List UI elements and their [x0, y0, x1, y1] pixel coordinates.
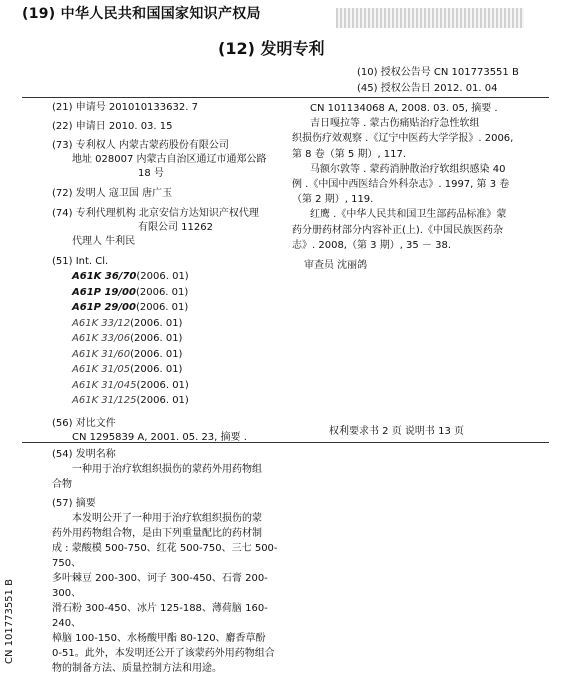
- agency-line-2: 有限公司 11262: [138, 222, 213, 233]
- abstract-label: (57) 摘要: [52, 498, 96, 509]
- document-type: (12) 发明专利: [218, 39, 325, 58]
- citation-line: CN 101134068 A, 2008. 03. 05, 摘要 .: [310, 103, 498, 114]
- office-logo-strip: [336, 8, 524, 28]
- patentee: (73) 专利权人 内蒙古蒙药股份有限公司: [52, 140, 229, 151]
- address-line-1: 地址 028007 内蒙古自治区通辽市通郑公路: [72, 154, 267, 165]
- citation-line: 药分册药材部分内容补正(上).《中国民族医药杂: [292, 224, 503, 236]
- int-cl-label: (51) Int. Cl.: [52, 256, 109, 267]
- right-column: [292, 101, 513, 273]
- publication-number: (10) 授权公告号 CN 101773551 B: [357, 67, 519, 78]
- citation-line: 吉日嘎拉等 . 蒙古伤痛贴治疗急性软组: [310, 118, 480, 130]
- invention-title-line-1: 一种用于治疗软组织损伤的蒙药外用药物组: [72, 464, 262, 475]
- abstract-line: 樟脑 100-150、水杨酸甲酯 80-120、麝香草酚: [52, 633, 266, 644]
- citation-line: 马额尔敦等 . 蒙药消肿散治疗软组织感染 40: [310, 163, 506, 175]
- bottom-section: [52, 447, 284, 676]
- publication-date: (45) 授权公告日 2012. 01. 04: [357, 83, 498, 94]
- inventors: (72) 发明人 寇卫国 唐广玉: [52, 188, 173, 199]
- ipc-item: A61K 33/06(2006. 01): [72, 333, 183, 344]
- title-label: (54) 发明名称: [52, 449, 116, 460]
- citation-line: 例 .《中国中西医结合外科杂志》. 1997, 第 3 卷: [292, 179, 510, 191]
- citation-line: （第 2 期）, 119.: [292, 194, 374, 206]
- page-counts: 权利要求书 2 页 说明书 13 页: [329, 426, 464, 437]
- abstract-line: 滑石粉 300-450、冰片 125-188、薄荷脑 160-240、: [52, 603, 268, 629]
- left-column: [52, 101, 267, 445]
- ipc-item: A61K 31/60(2006. 01): [72, 348, 183, 360]
- ipc-item: A61P 29/00(2006. 01): [72, 302, 189, 313]
- abstract-line: 多叶棘豆 200-300、诃子 300-450、石膏 200-300、: [52, 573, 268, 599]
- address-line-2: 18 号: [138, 168, 164, 179]
- ipc-list: [52, 269, 267, 409]
- application-number: (21) 申请号 201010133632. 7: [52, 102, 198, 113]
- agency-line-1: (74) 专利代理机构 北京安信方达知识产权代理: [52, 208, 259, 219]
- mid-rule: [22, 442, 549, 443]
- cited-docs-label: (56) 对比文件: [52, 417, 116, 429]
- ipc-item: A61K 36/70(2006. 01): [72, 271, 189, 282]
- abstract-body: [52, 511, 284, 676]
- abstract-line: 物的制备方法、质量控制方法和用途。: [52, 663, 222, 674]
- abstract-line: 0-51。此外，本发明还公开了该蒙药外用药物组合: [52, 648, 275, 659]
- invention-title-line-2: 合物: [52, 479, 72, 490]
- application-date: (22) 申请日 2010. 03. 15: [52, 121, 173, 132]
- ipc-item: A61K 31/045(2006. 01): [72, 379, 189, 391]
- cited-doc: CN 1295839 A, 2001. 05. 23, 摘要 .: [72, 431, 247, 443]
- ipc-item: A61K 33/12(2006. 01): [72, 317, 183, 329]
- top-rule: [22, 97, 549, 98]
- ipc-item: A61K 31/125(2006. 01): [72, 395, 189, 406]
- citation-line: 织损伤疗效观察 .《辽宁中医药大学学报》. 2006,: [292, 133, 514, 145]
- abstract-line: 药外用药物组合物，是由下列重量配比的药材制: [52, 528, 262, 539]
- citation-line: 第 8 卷（第 5 期）, 117.: [292, 148, 407, 160]
- side-patent-code: CN 101773551 B: [4, 579, 15, 664]
- examiner: 审查员 沈丽鸽: [304, 260, 368, 272]
- ipc-item: A61P 19/00(2006. 01): [72, 286, 189, 298]
- citation-line: 志》. 2008,（第 3 期）, 35 － 38.: [292, 239, 452, 251]
- ipc-item: A61K 31/05(2006. 01): [72, 364, 183, 375]
- abstract-line: 成 : 蒙酸模 500-750、红花 500-750、三七 500-750、: [52, 543, 278, 569]
- office-header: (19) 中华人民共和国国家知识产权局: [22, 6, 261, 22]
- abstract-line: 本发明公开了一种用于治疗软组织损伤的蒙: [72, 513, 262, 524]
- agent: 代理人 牛利民: [72, 236, 136, 247]
- citation-line: 红鹰 .《中华人民共和国卫生部药品标准》蒙: [310, 209, 507, 221]
